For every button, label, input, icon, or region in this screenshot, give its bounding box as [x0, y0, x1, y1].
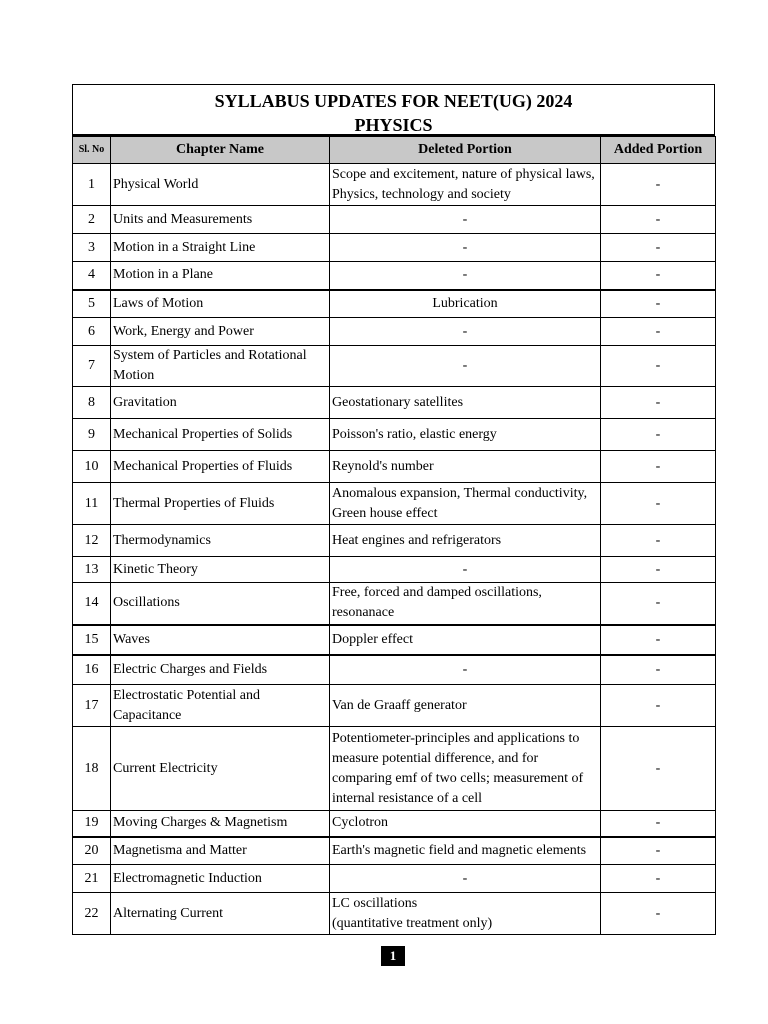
col-header-sl-no: Sl. No: [73, 137, 111, 164]
deleted-portion-cell: -: [330, 865, 601, 893]
table-row: [73, 318, 716, 346]
deleted-portion-cell: LC oscillations (quantitative treatment only): [330, 893, 601, 935]
table-row: [73, 483, 716, 525]
col-header-added: Added Portion: [601, 137, 716, 164]
table-row: [73, 234, 716, 262]
deleted-portion-cell: Free, forced and damped oscillations, resonanace: [330, 583, 601, 625]
chapter-name-cell: Thermal Properties of Fluids: [111, 483, 330, 525]
deleted-portion-cell: -: [330, 557, 601, 583]
chapter-name-cell: Motion in a Straight Line: [111, 234, 330, 262]
sl-no-cell: 6: [73, 318, 111, 346]
sl-no-cell: 18: [73, 727, 111, 811]
sl-no-cell: 14: [73, 583, 111, 625]
deleted-portion-cell: -: [330, 206, 601, 234]
deleted-portion-cell: Geostationary satellites: [330, 387, 601, 419]
subject-title: PHYSICS: [354, 115, 433, 135]
chapter-name-cell: Magnetisma and Matter: [111, 837, 330, 865]
added-portion-cell: -: [601, 557, 716, 583]
table-row: [73, 557, 716, 583]
sl-no-cell: 12: [73, 525, 111, 557]
sl-no-cell: 15: [73, 625, 111, 655]
chapter-name-cell: Current Electricity: [111, 727, 330, 811]
added-portion-cell: -: [601, 206, 716, 234]
chapter-name-cell: Laws of Motion: [111, 290, 330, 318]
sl-no-cell: 7: [73, 346, 111, 387]
deleted-portion-cell: Poisson's ratio, elastic energy: [330, 419, 601, 451]
added-portion-cell: -: [601, 625, 716, 655]
table-row: [73, 206, 716, 234]
table-row: [73, 655, 716, 685]
deleted-portion-cell: Van de Graaff generator: [330, 685, 601, 727]
deleted-portion-cell: Anomalous expansion, Thermal conductivity, Green house effect: [330, 483, 601, 525]
table-row: [73, 164, 716, 206]
chapter-name-cell: Alternating Current: [111, 893, 330, 935]
sl-no-cell: 1: [73, 164, 111, 206]
chapter-name-cell: Oscillations: [111, 583, 330, 625]
syllabus-table: [72, 136, 716, 935]
chapter-name-cell: Electrostatic Potential and Capacitance: [111, 685, 330, 727]
added-portion-cell: -: [601, 318, 716, 346]
chapter-name-cell: Mechanical Properties of Fluids: [111, 451, 330, 483]
deleted-portion-cell: Potentiometer-principles and applications to measure potential difference, and for comparing emf of two cells; measurement of internal resistance of a cell: [330, 727, 601, 811]
table-row: [73, 625, 716, 655]
chapter-name-cell: Gravitation: [111, 387, 330, 419]
chapter-name-cell: Work, Energy and Power: [111, 318, 330, 346]
sl-no-cell: 10: [73, 451, 111, 483]
sl-no-cell: 16: [73, 655, 111, 685]
deleted-portion-cell: Reynold's number: [330, 451, 601, 483]
page-number: 1: [381, 946, 405, 966]
deleted-portion-cell: -: [330, 318, 601, 346]
deleted-portion-cell: -: [330, 234, 601, 262]
sl-no-cell: 21: [73, 865, 111, 893]
sl-no-cell: 9: [73, 419, 111, 451]
table-body: [73, 164, 716, 935]
table-row: [73, 865, 716, 893]
table-row: [73, 727, 716, 811]
deleted-portion-cell: Heat engines and refrigerators: [330, 525, 601, 557]
added-portion-cell: -: [601, 583, 716, 625]
added-portion-cell: -: [601, 483, 716, 525]
added-portion-cell: -: [601, 865, 716, 893]
chapter-name-cell: Electromagnetic Induction: [111, 865, 330, 893]
sl-no-cell: 13: [73, 557, 111, 583]
table-row: [73, 346, 716, 387]
chapter-name-cell: System of Particles and Rotational Motion: [111, 346, 330, 387]
chapter-name-cell: Moving Charges & Magnetism: [111, 811, 330, 837]
table-row: [73, 685, 716, 727]
title-block: [72, 84, 715, 136]
sl-no-cell: 5: [73, 290, 111, 318]
added-portion-cell: -: [601, 685, 716, 727]
sl-no-cell: 3: [73, 234, 111, 262]
added-portion-cell: -: [601, 262, 716, 290]
added-portion-cell: -: [601, 525, 716, 557]
chapter-name-cell: Thermodynamics: [111, 525, 330, 557]
table-row: [73, 262, 716, 290]
added-portion-cell: -: [601, 811, 716, 837]
chapter-name-cell: Mechanical Properties of Solids: [111, 419, 330, 451]
added-portion-cell: -: [601, 346, 716, 387]
table-row: [73, 811, 716, 837]
added-portion-cell: -: [601, 290, 716, 318]
chapter-name-cell: Units and Measurements: [111, 206, 330, 234]
sl-no-cell: 19: [73, 811, 111, 837]
document-title: SYLLABUS UPDATES FOR NEET(UG) 2024: [214, 91, 573, 111]
sl-no-cell: 11: [73, 483, 111, 525]
sl-no-cell: 8: [73, 387, 111, 419]
table-row: [73, 419, 716, 451]
sl-no-cell: 22: [73, 893, 111, 935]
added-portion-cell: -: [601, 387, 716, 419]
col-header-deleted: Deleted Portion: [330, 137, 601, 164]
table-row: [73, 387, 716, 419]
deleted-portion-cell: Lubrication: [330, 290, 601, 318]
added-portion-cell: -: [601, 234, 716, 262]
deleted-portion-cell: Earth's magnetic field and magnetic elements: [330, 837, 601, 865]
table-row: [73, 290, 716, 318]
added-portion-cell: -: [601, 727, 716, 811]
syllabus-document: [72, 84, 715, 935]
table-row: [73, 893, 716, 935]
sl-no-cell: 2: [73, 206, 111, 234]
added-portion-cell: -: [601, 837, 716, 865]
added-portion-cell: -: [601, 655, 716, 685]
added-portion-cell: -: [601, 164, 716, 206]
deleted-portion-cell: -: [330, 262, 601, 290]
chapter-name-cell: Motion in a Plane: [111, 262, 330, 290]
table-row: [73, 583, 716, 625]
table-header-row: [73, 137, 716, 164]
sl-no-cell: 20: [73, 837, 111, 865]
chapter-name-cell: Waves: [111, 625, 330, 655]
deleted-portion-cell: -: [330, 346, 601, 387]
added-portion-cell: -: [601, 893, 716, 935]
col-header-chapter: Chapter Name: [111, 137, 330, 164]
chapter-name-cell: Electric Charges and Fields: [111, 655, 330, 685]
added-portion-cell: -: [601, 419, 716, 451]
chapter-name-cell: Physical World: [111, 164, 330, 206]
chapter-name-cell: Kinetic Theory: [111, 557, 330, 583]
added-portion-cell: -: [601, 451, 716, 483]
table-row: [73, 525, 716, 557]
deleted-portion-cell: Scope and excitement, nature of physical laws, Physics, technology and society: [330, 164, 601, 206]
table-row: [73, 451, 716, 483]
deleted-portion-cell: Doppler effect: [330, 625, 601, 655]
deleted-portion-cell: -: [330, 655, 601, 685]
sl-no-cell: 17: [73, 685, 111, 727]
deleted-portion-cell: Cyclotron: [330, 811, 601, 837]
table-row: [73, 837, 716, 865]
sl-no-cell: 4: [73, 262, 111, 290]
